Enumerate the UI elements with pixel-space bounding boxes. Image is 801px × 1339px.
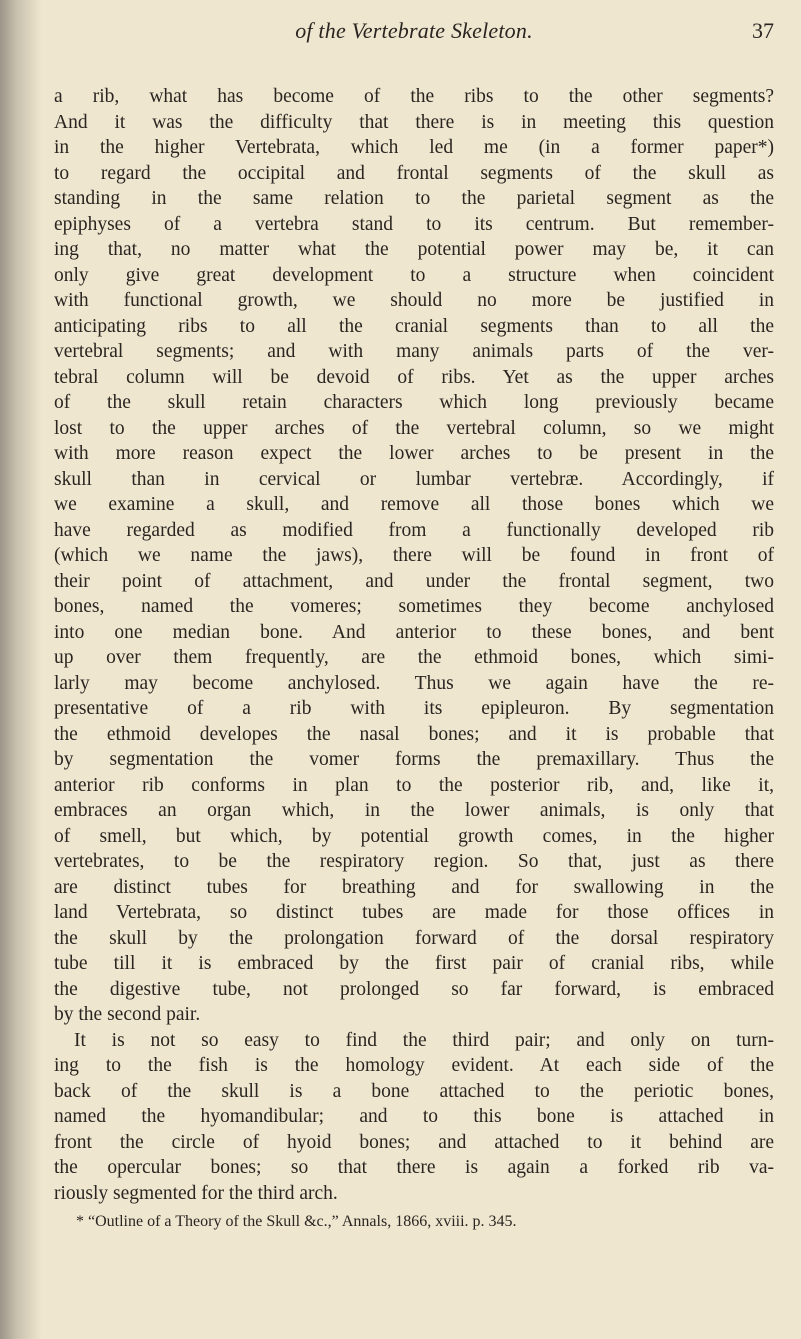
text-line: larly may become anchylosed. Thus we again have the re- xyxy=(54,672,774,694)
text-line: the digestive tube, not prolonged so far forward, is embraced xyxy=(54,978,774,1000)
binding-gutter-shadow xyxy=(0,0,42,1339)
text-line: into one median bone. And anterior to these bones, and bent xyxy=(54,621,774,643)
text-line: we examine a skull, and remove all those bones which we xyxy=(54,494,774,515)
text-line: back of the skull is a bone attached to the periotic bones, xyxy=(54,1080,774,1102)
text-line: are distinct tubes for breathing and for swallowing in the xyxy=(54,876,774,898)
paragraph xyxy=(54,1028,774,1207)
text-line: have regarded as modified from a functionally developed rib xyxy=(54,519,774,541)
text-line: bones, named the vomeres; sometimes they become anchylosed xyxy=(54,596,774,617)
text-line: vertebral segments; and with many animals parts of the ver- xyxy=(54,341,774,362)
text-line: anterior rib conforms in plan to the posterior rib, and, like it, xyxy=(54,774,774,796)
text-line: by segmentation the vomer forms the premaxillary. Thus the xyxy=(54,749,774,770)
text-line: (which we name the jaws), there will be found in front of xyxy=(54,545,774,566)
text-line: with more reason expect the lower arches to be present in the xyxy=(54,443,774,464)
text-line: tube till it is embraced by the first pair of cranial ribs, while xyxy=(54,953,774,974)
text-line: ing that, no matter what the potential power may be, it can xyxy=(54,239,774,260)
running-title: of the Vertebrate Skeleton. xyxy=(295,18,533,43)
text-line: of the skull retain characters which long previously became xyxy=(54,392,774,413)
body-text xyxy=(54,84,774,1206)
text-line: only give great development to a structure when coincident xyxy=(54,264,774,286)
text-line: up over them frequently, are the ethmoid bones, which simi- xyxy=(54,647,774,668)
text-line: land Vertebrata, so distinct tubes are made for those offices in xyxy=(54,902,774,923)
text-line: their point of attachment, and under the frontal segment, two xyxy=(54,570,774,592)
text-line: named the hyomandibular; and to this bone is attached in xyxy=(54,1106,774,1127)
text-line: lost to the upper arches of the vertebral column, so we might xyxy=(54,417,774,439)
paragraph xyxy=(54,84,774,1028)
running-header xyxy=(54,14,774,54)
text-line: in the higher Vertebrata, which led me (in a former paper*) xyxy=(54,137,774,158)
footnote: * “Outline of a Theory of the Skull &c.,” Annals, 1866, xviii. p. 345. xyxy=(76,1213,517,1230)
text-line: the ethmoid developes the nasal bones; and it is probable that xyxy=(54,723,774,745)
text-line: tebral column will be devoid of ribs. Yet as the upper arches xyxy=(54,366,774,388)
text-line: with functional growth, we should no more be justified in xyxy=(54,290,774,311)
text-line: It is not so easy to find the third pair; and only on turn- xyxy=(74,1029,774,1051)
page-number: 37 xyxy=(752,18,774,43)
text-line: standing in the same relation to the parietal segment as the xyxy=(54,188,774,209)
text-line: embraces an organ which, in the lower animals, is only that xyxy=(54,800,774,821)
text-line: anticipating ribs to all the cranial segments than to all the xyxy=(54,315,774,337)
text-line: the skull by the prolongation forward of the dorsal respiratory xyxy=(54,927,774,949)
text-line: front the circle of hyoid bones; and attached to it behind are xyxy=(54,1131,774,1153)
book-page xyxy=(54,14,774,1232)
text-line: by the second pair. xyxy=(54,1004,201,1025)
text-line: a rib, what has become of the ribs to the other segments? xyxy=(54,86,774,107)
text-line: presentative of a rib with its epipleuron. By segmentation xyxy=(54,698,774,719)
text-line: And it was the difficulty that there is in meeting this question xyxy=(54,111,774,133)
text-line: skull than in cervical or lumbar vertebræ. Accordingly, if xyxy=(54,468,774,490)
text-line: epiphyses of a vertebra stand to its centrum. But remember- xyxy=(54,213,774,235)
text-line: vertebrates, to be the respiratory region. So that, just as there xyxy=(54,851,774,872)
text-line: of smell, but which, by potential growth comes, in the higher xyxy=(54,825,774,847)
text-line: ing to the fish is the homology evident. At each side of the xyxy=(54,1055,774,1076)
text-line: to regard the occipital and frontal segments of the skull as xyxy=(54,162,774,184)
text-line: the opercular bones; so that there is again a forked rib va- xyxy=(54,1157,774,1178)
text-line: riously segmented for the third arch. xyxy=(54,1182,338,1204)
